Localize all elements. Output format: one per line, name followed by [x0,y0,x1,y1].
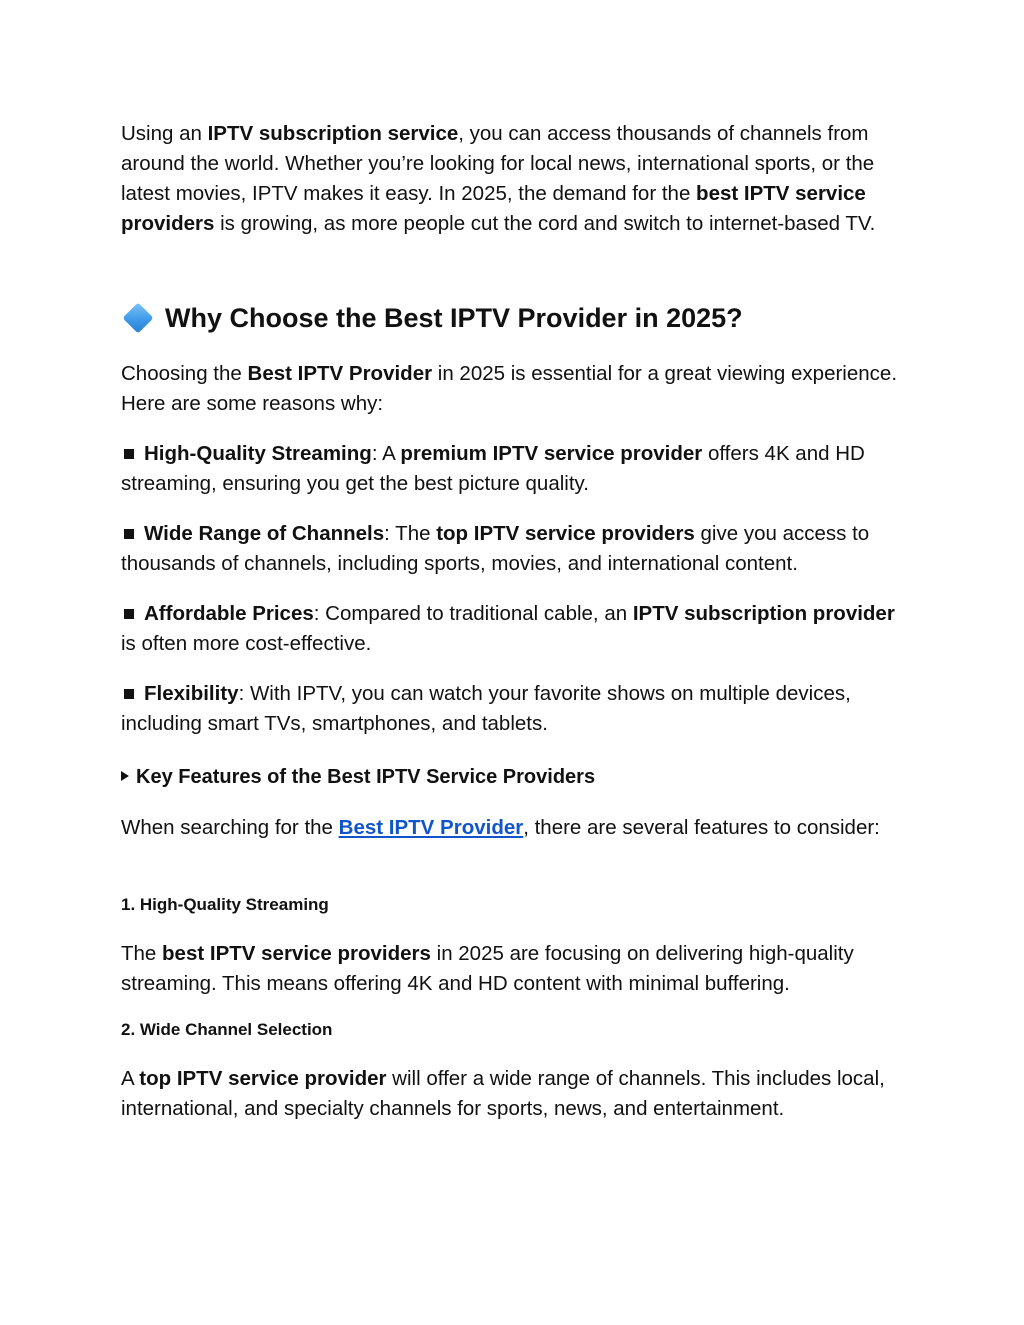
choosing-bold-1: Best IPTV Provider [247,362,433,385]
blue-diamond-icon [121,301,155,335]
reason-text-1: : The [384,522,437,545]
feature1-paragraph [121,939,911,999]
intro-bold-1: IPTV subscription service [207,122,459,145]
intro-text-2: , you can access thousands of channels from around the world. Whether you’re looking for local news, international sports, or the latest movies, IPTV makes it easy. In 2025, the demand for the [121,122,875,205]
reason-text-2: offers 4K and HD streaming, ensuring you get the best picture quality. [121,442,865,495]
feature1-bold: best IPTV service providers [162,942,431,965]
black-square-icon [124,609,134,619]
intro-paragraph [121,119,911,239]
searching-text-1: When searching for the [121,816,339,839]
reason-text-1: : A [371,442,401,465]
searching-text-2: , there are several features to consider: [523,816,880,839]
reason-text-1: : With IPTV, you can watch your favorite shows on multiple devices, including smart TVs, smartphones, and tablets. [121,682,851,735]
feature2-text-1: A [121,1067,140,1090]
feature2-text-2: will offer a wide range of channels. This includes local, international, and specialty channels for sports, news, and entertainment. [121,1067,885,1120]
reason-title: Affordable Prices [144,602,314,625]
reason-text-2: is often more cost-effective. [121,632,372,655]
black-square-icon [124,689,134,699]
features-heading-text: Key Features of the Best IPTV Service Providers [136,766,596,788]
feature2-paragraph [121,1064,911,1124]
reason-text-2: give you access to thousands of channels, including sports, movies, and international content. [121,522,870,575]
searching-paragraph [121,813,911,843]
why-heading-text: Why Choose the Best IPTV Provider in 2025? [165,303,743,333]
best-iptv-provider-link[interactable]: Best IPTV Provider [338,816,524,839]
reason-title: Flexibility [144,682,239,705]
feature1-heading [121,893,911,917]
feature1-heading-text: 1. High-Quality Streaming [121,895,329,914]
reason-item [121,439,911,499]
black-square-icon [124,529,134,539]
intro-text-1: Using an [121,122,208,145]
choosing-paragraph [121,359,911,419]
reason-bold: top IPTV service providers [436,522,695,545]
reason-title: High-Quality Streaming [144,442,372,465]
feature2-heading-text: 2. Wide Channel Selection [121,1020,333,1039]
feature2-heading [121,1018,911,1042]
triangle-right-icon [121,771,129,781]
feature1-text-1: The [121,942,163,965]
choosing-text-2: in 2025 is essential for a great viewing experience. Here are some reasons why: [121,362,898,415]
reason-bold: IPTV subscription provider [632,602,895,625]
reason-item [121,599,911,659]
intro-text-3: is growing, as more people cut the cord and switch to internet-based TV. [214,212,876,235]
reason-item [121,519,911,579]
feature2-bold: top IPTV service provider [139,1067,387,1090]
reason-bold: premium IPTV service provider [400,442,703,465]
reason-title: Wide Range of Channels [144,522,385,545]
features-heading [121,763,911,791]
why-heading [121,300,911,336]
feature1-text-2: in 2025 are focusing on delivering high-quality streaming. This means offering 4K and HD content with minimal buffering. [121,942,854,995]
intro-bold-2: best IPTV service providers [121,182,866,235]
reason-text-1: : Compared to traditional cable, an [313,602,633,625]
choosing-text-1: Choosing the [121,362,248,385]
black-square-icon [124,449,134,459]
reason-item [121,679,911,739]
